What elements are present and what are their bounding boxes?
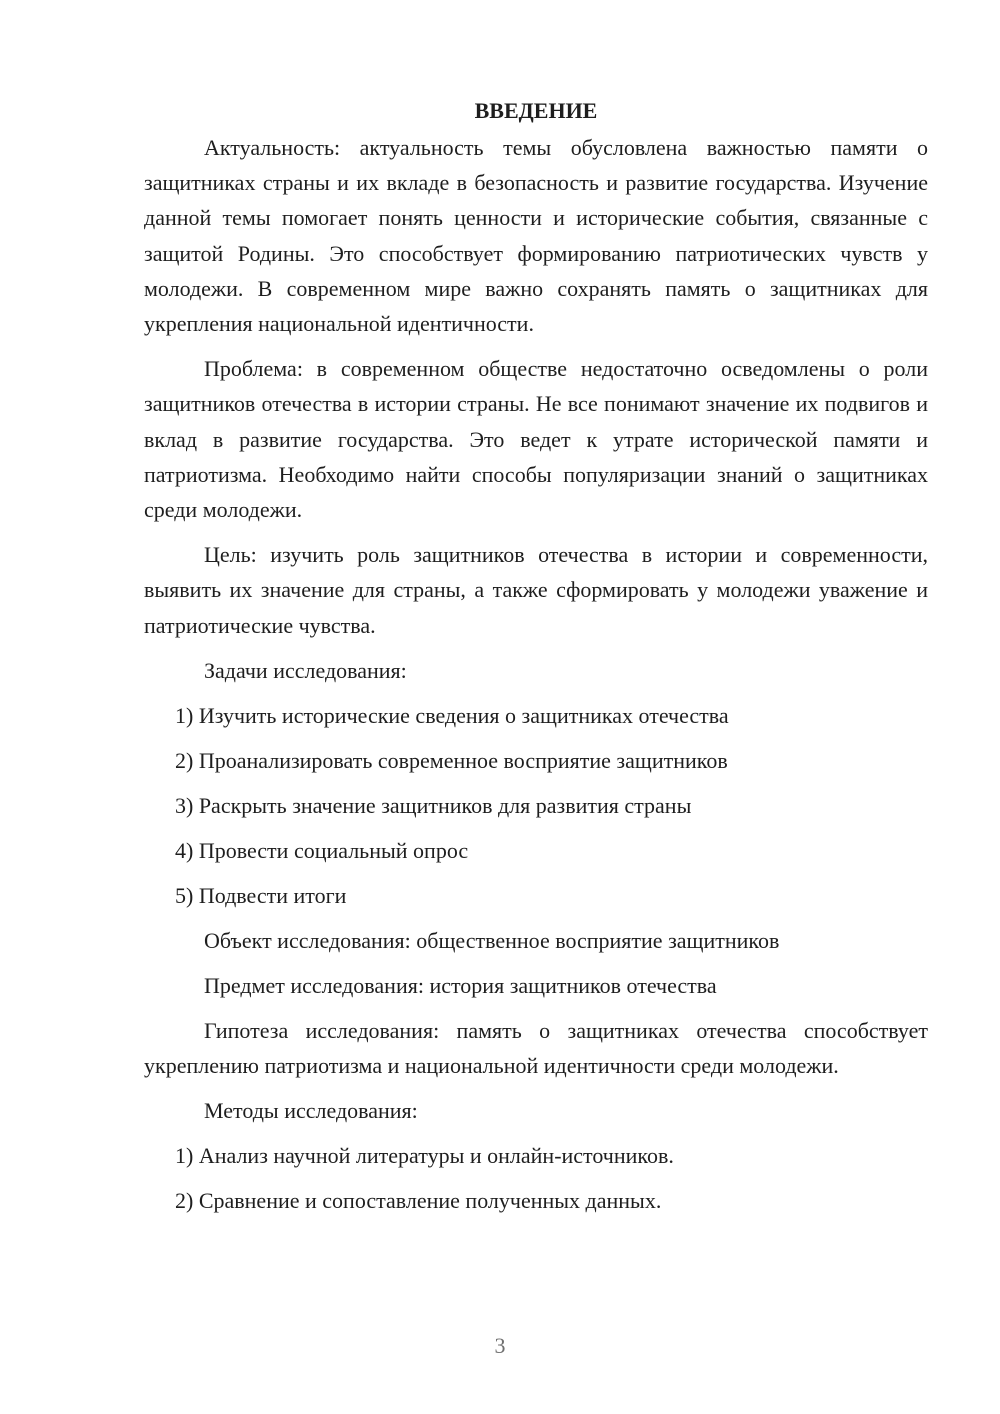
- task-item-3: 3) Раскрыть значение защитников для развития страны: [175, 792, 692, 818]
- document-page: [144, 96, 928, 1228]
- task-item-5: 5) Подвести итоги: [175, 882, 347, 908]
- research-subject: Предмет исследования: история защитников отечества: [204, 972, 717, 998]
- research-object: Объект исследования: общественное восприятие защитников: [204, 927, 780, 953]
- task-item-4: 4) Провести социальный опрос: [175, 837, 469, 863]
- methods-heading: Методы исследования:: [204, 1098, 418, 1124]
- problem-paragraph: Проблема: в современном обществе недостаточно осведомлены о роли защитников отечества в истории страны. Не все понимают значение их подвигов и вклад в развитие государства. Это ведет к утрате исторической памяти и патриотизма. Необходимо найти способы популяризации знаний о защитниках среди молодежи.: [144, 356, 928, 523]
- relevance-paragraph: Актуальность: актуальность темы обусловлена важностью памяти о защитниках страны и их вкладе в безопасность и развитие государства. Изучение данной темы помогает понять ценности и исторические события, связанные с защитой Родины. Это способствует формированию патриотических чувств у молодежи. В современном мире важно сохранять память о защитниках для укрепления национальной идентичности.: [144, 135, 928, 337]
- tasks-heading: Задачи исследования:: [204, 657, 407, 683]
- goal-paragraph: Цель: изучить роль защитников отечества в истории и современности, выявить их значение для страны, а также сформировать у молодежи уважение и патриотические чувства.: [144, 542, 928, 638]
- method-item-2: 2) Сравнение и сопоставление полученных данных.: [175, 1188, 662, 1214]
- page-title: ВВЕДЕНИЕ: [474, 98, 598, 123]
- hypothesis-paragraph: Гипотеза исследования: память о защитниках отечества способствует укреплению патриотизма и национальной идентичности среди молодежи.: [144, 1017, 928, 1079]
- page-number: 3: [494, 1333, 506, 1358]
- task-item-1: 1) Изучить исторические сведения о защитниках отечества: [175, 702, 729, 728]
- method-item-1: 1) Анализ научной литературы и онлайн-источников.: [175, 1143, 674, 1169]
- task-item-2: 2) Проанализировать современное восприятие защитников: [175, 747, 728, 773]
